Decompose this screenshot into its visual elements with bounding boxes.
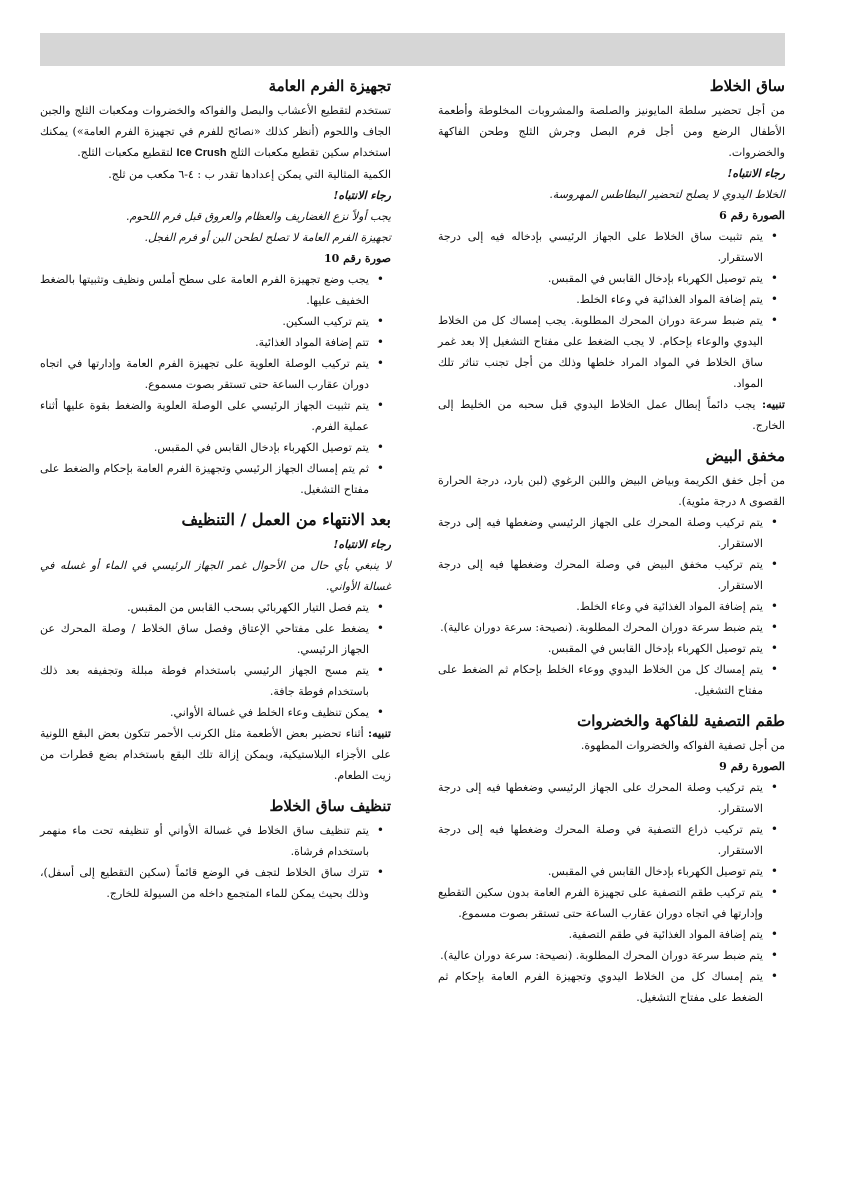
clean-blender-section — [40, 794, 391, 904]
puree-intro: من أجل تصفية الفواكه والخضروات المطهوة. — [580, 739, 785, 752]
list-item: • يتم فصل التيار الكهربائي بسحب القابس من المقبس. — [40, 597, 369, 618]
list-item: • يتم تركيب ذراع التصفية في وصلة المحرك وضغطها فيه إلى درجة الاستقرار. — [438, 819, 763, 861]
blender-section — [438, 74, 785, 436]
list-item: • يتم توصيل الكهرباء بإدخال القابس في المقبس. — [438, 861, 763, 882]
list-item: • ثم يتم إمساك الجهاز الرئيسي وتجهيزة الفرم العامة بإحكام والضغط على مفتاح التشغيل. — [40, 458, 369, 500]
blender-steps — [438, 226, 785, 394]
list-item: • يتم تركيب مخفق البيض في وصلة المحرك وضغطها فيه إلى درجة الاستقرار. — [438, 554, 763, 596]
cleaning-steps — [40, 597, 391, 723]
ice-crush-label: Ice Crush — [176, 147, 227, 159]
list-item: • يتم تركيب وصلة المحرك على الجهاز الرئيسي وضغطها فيه إلى درجة الاستقرار. — [438, 777, 763, 819]
whisk-steps — [438, 512, 785, 701]
puree-steps — [438, 777, 785, 1008]
chopper-title: تجهيزة الفرم العامة — [268, 77, 391, 95]
list-item: • يتم تثبيت ساق الخلاط على الجهاز الرئيسي بإدخاله فيه إلى درجة الاستقرار. — [438, 226, 763, 268]
chopper-section — [40, 74, 391, 500]
list-item: • يتم ضبط سرعة دوران المحرك المطلوبة. يجب إمساك كل من الخلاط اليدوي والوعاء بإحكام. لا يجب الضغط على مفتاح التشغيل إلا بعد غمر ساق الخلاط في المواد المراد خلطها وذلك من أجل تجنب تناثر تلك المواد. — [438, 310, 763, 394]
chopper-attention-2: تجهيزة الفرم العامة لا تصلح لطحن البن أو فرم الفجل. — [144, 231, 391, 244]
list-item: • يتم تنظيف ساق الخلاط في غسالة الأواني أو تنظيفه تحت ماء منهمر باستخدام فرشاة. — [40, 820, 369, 862]
chopper-intro — [40, 100, 391, 164]
cleaning-attention-text: لا ينبغي بأي حال من الأحوال غمر الجهاز الرئيسي في الماء أو غسله في غسالة الأواني. — [40, 559, 391, 593]
clean-blender-steps — [40, 820, 391, 904]
list-item: • يضغط على مفتاحي الإعتاق وفصل ساق الخلاط / وصلة المحرك عن الجهاز الرئيسي. — [40, 618, 369, 660]
list-item: • يتم إضافة المواد الغذائية في وعاء الخلط. — [438, 596, 763, 617]
list-item: • يتم إضافة المواد الغذائية في وعاء الخلط. — [438, 289, 763, 310]
list-item: • يتم إضافة المواد الغذائية في طقم التصفية. — [438, 924, 763, 945]
puree-figure-label: الصورة رقم 9 — [719, 760, 785, 773]
puree-section — [438, 709, 785, 1008]
chopper-quantity: الكمية المثالية التي يمكن إعدادها تقدر ب : ٤-٦ مكعب من ثلج. — [108, 168, 391, 181]
list-item: • يتم ضبط سرعة دوران المحرك المطلوبة. (نصيحة: سرعة دوران عالية). — [438, 945, 763, 966]
list-item: • يجب وضع تجهيزة الفرم العامة على سطح أملس ونظيف وتثبيتها بالضغط الخفيف عليها. — [40, 269, 369, 311]
blender-intro: من أجل تحضير سلطة المايونيز والصلصة والمشروبات المخلوطة وأطعمة الأطفال الرضع ومن أجل فرم البصل وجرش الثلج وطحن الفاكهة والخضروات. — [438, 104, 785, 159]
list-item: • يمكن تنظيف وعاء الخلط في غسالة الأواني. — [40, 702, 369, 723]
note-label: تنبيه: — [368, 727, 391, 740]
list-item: • يتم توصيل الكهرباء بإدخال القابس في المقبس. — [40, 437, 369, 458]
blender-attention-label: رجاء الانتباه! — [727, 167, 785, 180]
header-bar — [40, 33, 785, 66]
blender-note — [438, 394, 785, 436]
chopper-intro-2: لتقطيع مكعبات الثلج. — [77, 146, 173, 159]
whisk-title: مخفق البيض — [705, 447, 785, 465]
note-text: يجب دائماً إبطال عمل الخلاط اليدوي قبل سحبه من الخليط إلى الخارج. — [438, 398, 785, 432]
list-item: • يتم تركيب طقم التصفية على تجهيزة الفرم العامة بدون سكين التقطيع وإدارتها في اتجاه دوران عقارب الساعة حتى تستقر بصوت مسموع. — [438, 882, 763, 924]
list-item: • يتم إمساك كل من الخلاط اليدوي وتجهيزة الفرم العامة بإحكام ثم الضغط على مفتاح التشغيل. — [438, 966, 763, 1008]
right-column — [438, 74, 785, 1008]
list-item: • تترك ساق الخلاط لتجف في الوضع قائماً (سكين التقطيع إلى أسفل)، وذلك بحيث يمكن للماء المتجمع داخله من السيولة للخارج. — [40, 862, 369, 904]
clean-blender-title: تنظيف ساق الخلاط — [269, 797, 391, 815]
blender-title: ساق الخلاط — [709, 77, 785, 95]
list-item: • يتم تثبيت الجهاز الرئيسي على الوصلة العلوية والضغط بقوة عليها أثناء عملية الفرم. — [40, 395, 369, 437]
chopper-attention-1: يجب أولاً نزع الغضاريف والعظام والعروق قبل فرم اللحوم. — [126, 210, 391, 223]
chopper-steps — [40, 269, 391, 500]
list-item: • يتم توصيل الكهرباء بإدخال القابس في المقبس. — [438, 268, 763, 289]
list-item: • يتم مسح الجهاز الرئيسي باستخدام فوطة مبللة وتجفيفه بعد ذلك باستخدام فوطة جافة. — [40, 660, 369, 702]
whisk-intro: من أجل خفق الكريمة وبياض البيض واللبن الرغوي (لبن بارد، درجة الحرارة القصوى ٨ درجة مئوية). — [438, 474, 785, 508]
list-item: • يتم ضبط سرعة دوران المحرك المطلوبة. (نصيحة: سرعة دوران عالية). — [438, 617, 763, 638]
list-item: • يتم تركيب وصلة المحرك على الجهاز الرئيسي وضغطها فيه إلى درجة الاستقرار. — [438, 512, 763, 554]
blender-figure-label: الصورة رقم 6 — [719, 209, 785, 222]
chopper-figure-label: صورة رقم 10 — [324, 252, 391, 265]
list-item: • يتم تركيب الوصلة العلوية على تجهيزة الفرم العامة وإدارتها في اتجاه دوران عقارب الساعة حتى تستقر بصوت مسموع. — [40, 353, 369, 395]
puree-title: طقم التصفية للفاكهة والخضروات — [577, 712, 785, 730]
blender-attention-text: الخلاط اليدوي لا يصلح لتحضير البطاطس المهروسة. — [549, 188, 785, 201]
left-column — [40, 74, 391, 904]
list-item: • يتم توصيل الكهرباء بإدخال القابس في المقبس. — [438, 638, 763, 659]
cleaning-section — [40, 508, 391, 786]
cleaning-title: بعد الانتهاء من العمل / التنظيف — [181, 510, 391, 529]
cleaning-attention-label: رجاء الانتباه! — [333, 538, 391, 551]
list-item: • يتم تركيب السكين. — [40, 311, 369, 332]
note-label: تنبيه: — [762, 398, 785, 411]
chopper-attention-label: رجاء الانتباه! — [333, 189, 391, 202]
chopper-intro-1: تستخدم لتقطيع الأعشاب والبصل والفواكه والخضروات ومكعبات الثلج والجبن الجاف واللحوم (أنظر كذلك «نصائح للفرم في تجهيزة الفرم العامة») يمكنك استخدام سكين تقطيع مكعبات الثلج — [40, 104, 391, 159]
list-item: • يتم إمساك كل من الخلاط اليدوي ووعاء الخلط بإحكام ثم الضغط على مفتاح التشغيل. — [438, 659, 763, 701]
cleaning-note — [40, 723, 391, 786]
note-text: أثناء تحضير بعض الأطعمة مثل الكرنب الأحمر تتكون بعض البقع اللونية على الأجزاء البلاستيكية، ويمكن إزالة تلك البقع باستخدام بضع قطرات من زيت الطعام. — [40, 727, 391, 782]
list-item: • تتم إضافة المواد الغذائية. — [40, 332, 369, 353]
whisk-section — [438, 444, 785, 701]
